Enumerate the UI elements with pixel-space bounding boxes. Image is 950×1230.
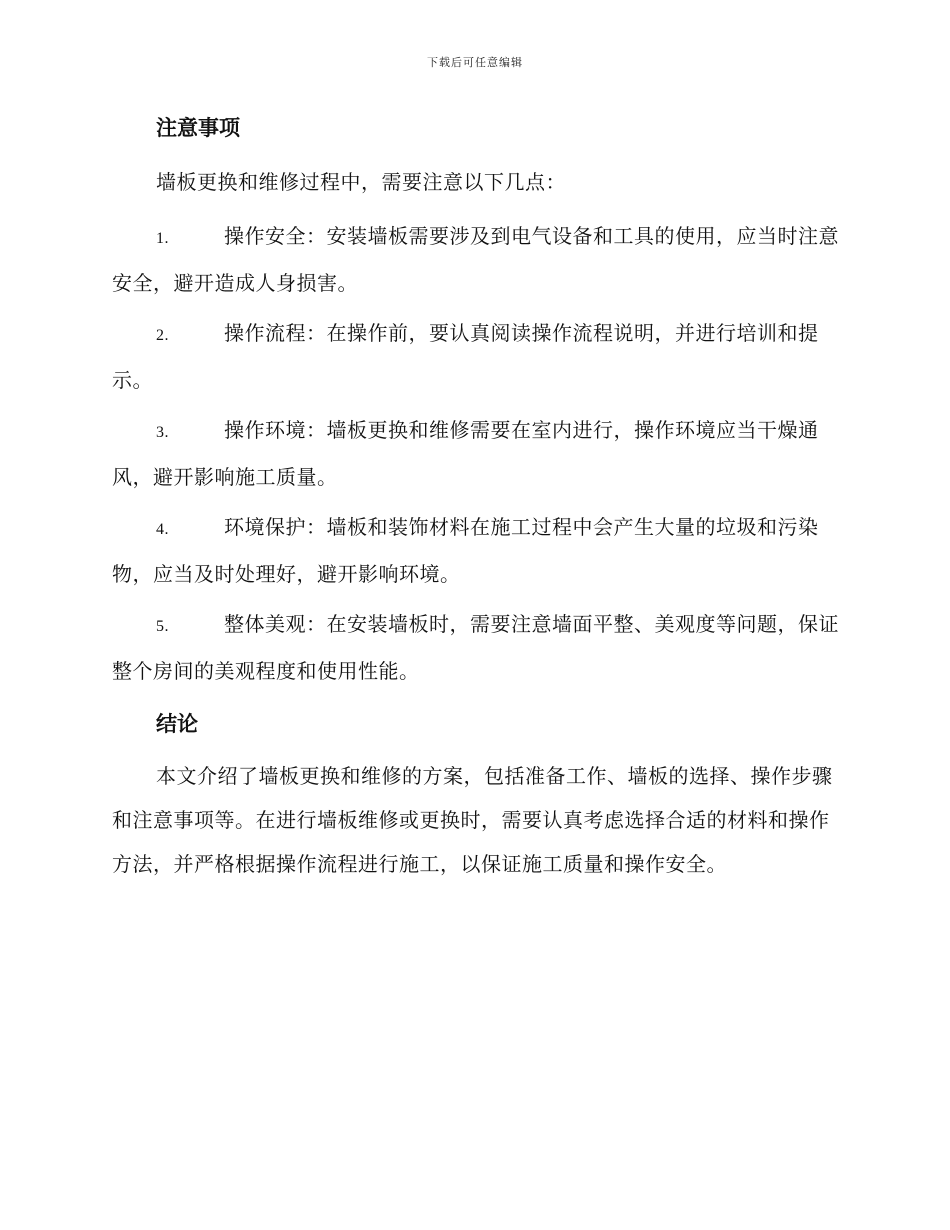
- list-item-title: 操作安全：: [224, 224, 327, 248]
- list-number: 4.: [156, 521, 169, 538]
- list-item-title: 操作环境：: [224, 418, 327, 442]
- notes-intro: 墙板更换和维修过程中，需要注意以下几点：: [156, 170, 566, 194]
- section-heading-conclusion: 结论: [156, 712, 198, 736]
- list-number: 3.: [156, 424, 169, 441]
- list-item-title: 操作流程：: [224, 321, 327, 345]
- page-header: 下载后可任意编辑: [427, 56, 523, 69]
- list-item: [112, 214, 840, 305]
- list-item-text: 墙板更换和维修需要在室内进行，操作环境应当干燥通风，避开影响施工质量。: [112, 418, 819, 489]
- list-item-text: 墙板和装饰材料在施工过程中会产生大量的垃圾和污染物，应当及时处理好，避开影响环境。: [112, 515, 819, 586]
- section-heading-notes: 注意事项: [156, 116, 240, 140]
- list-item: [112, 602, 840, 693]
- list-item: [112, 408, 840, 499]
- list-item-title: 整体美观：: [224, 612, 327, 636]
- list-item-text: 在操作前，要认真阅读操作流程说明，并进行培训和提示。: [112, 321, 819, 392]
- conclusion-body: 本文介绍了墙板更换和维修的方案，包括准备工作、墙板的选择、操作步骤和注意事项等。在进行墙板维修或更换时，需要认真考虑选择合适的材料和操作方法，并严格根据操作流程进行施工，以保证施工质量和操作安全。: [112, 764, 833, 876]
- list-number: 2.: [156, 327, 169, 344]
- list-item: [112, 505, 840, 596]
- list-item-text: 在安装墙板时，需要注意墙面平整、美观度等问题，保证整个房间的美观程度和使用性能。: [112, 612, 839, 683]
- list-number: 1.: [156, 230, 169, 247]
- list-item-title: 环境保护：: [224, 515, 327, 539]
- list-number: 5.: [156, 618, 169, 635]
- list-item: [112, 311, 840, 402]
- list-item-text: 安装墙板需要涉及到电气设备和工具的使用，应当时注意安全，避开造成人身损害。: [112, 224, 839, 295]
